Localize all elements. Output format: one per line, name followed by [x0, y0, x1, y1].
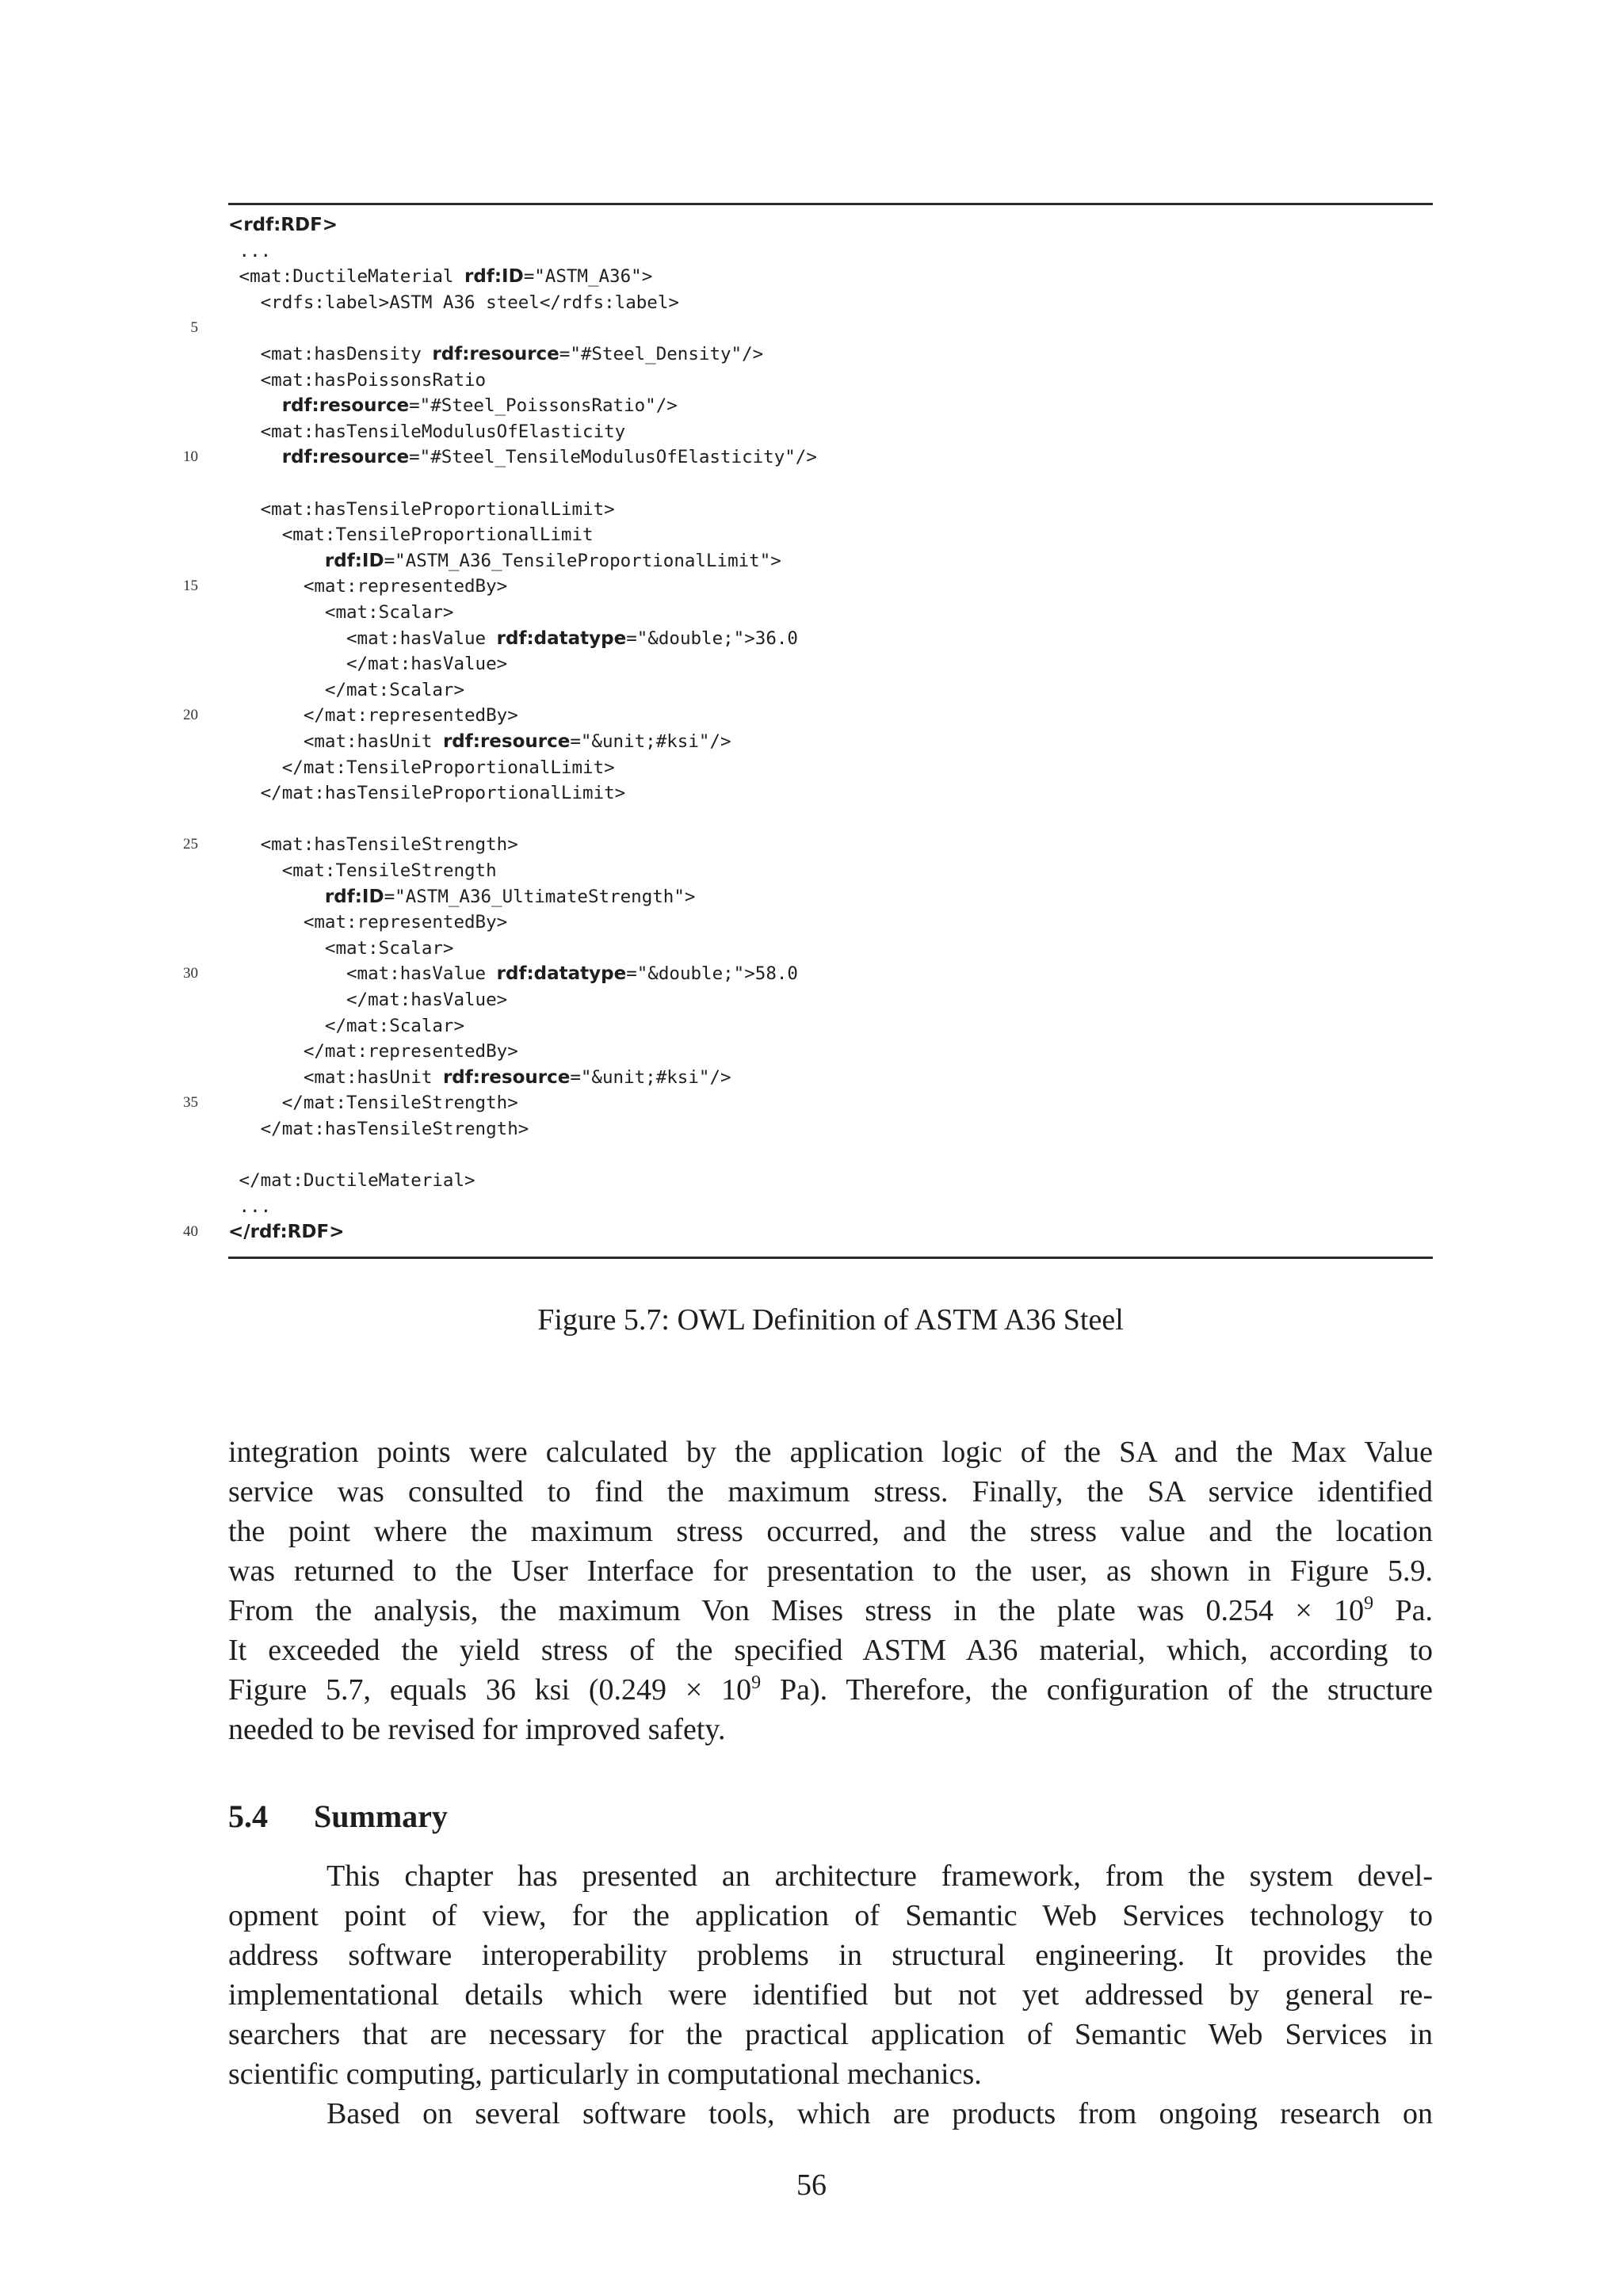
- code-text: [228, 264, 652, 289]
- code-segment: <mat:hasValue: [228, 963, 497, 985]
- code-line: [0, 471, 1623, 496]
- text-segment: the point where the maximum stress occurred, and the stress value and the location: [228, 1515, 1433, 1548]
- text-line: [228, 1432, 1433, 1472]
- text-segment: service was consulted to find the maximum stress. Finally, the SA service identified: [228, 1475, 1433, 1508]
- code-line: [0, 497, 1623, 522]
- code-line: [0, 987, 1623, 1013]
- code-segment: <mat:TensileStrength: [228, 860, 497, 881]
- code-root-tag: </rdf:RDF>: [228, 1222, 345, 1243]
- code-text: [228, 677, 464, 703]
- code-line: [0, 419, 1623, 444]
- code-keyword: rdf:ID: [324, 886, 384, 907]
- code-line: [0, 1116, 1623, 1142]
- code-line: [0, 238, 1623, 264]
- code-text: [228, 961, 798, 986]
- code-segment: </mat:TensileProportionalLimit>: [228, 757, 615, 778]
- text-segment: This chapter has presented an architecture framework, from the system devel-: [327, 1859, 1433, 1893]
- code-line: [0, 548, 1623, 574]
- code-text: [228, 1065, 731, 1090]
- body-paragraph-1: [228, 1432, 1433, 1749]
- code-segment: <mat:hasTensileStrength>: [228, 834, 518, 856]
- code-line: [0, 290, 1623, 315]
- text-segment: Figure 5.7, equals 36 ksi (0.249 × 10: [228, 1673, 752, 1707]
- code-text: [228, 522, 594, 547]
- text-line: [228, 1975, 1433, 2015]
- code-text: [228, 780, 625, 806]
- code-text: [228, 419, 625, 444]
- code-segment: [228, 551, 325, 571]
- code-segment: ="#Steel_Density"/>: [559, 344, 764, 364]
- code-segment: ="ASTM_A36_UltimateStrength">: [384, 886, 696, 907]
- text-segment: Based on several software tools, which are products from ongoing research on: [327, 2097, 1433, 2130]
- code-line: [0, 212, 1623, 238]
- text-line: [228, 2015, 1433, 2054]
- code-text: [228, 290, 679, 315]
- code-line: [0, 1194, 1623, 1219]
- code-keyword: rdf:resource: [432, 344, 559, 364]
- code-text: [228, 910, 507, 935]
- code-text: [228, 858, 497, 883]
- code-text: [228, 212, 338, 238]
- text-segment: was returned to the User Interface for presentation to the user, as shown in Figure 5.9.: [228, 1554, 1433, 1588]
- code-text: [228, 1168, 475, 1193]
- code-line: [0, 780, 1623, 806]
- code-text: [228, 755, 615, 780]
- code-keyword: rdf:resource: [281, 447, 410, 468]
- code-keyword: rdf:resource: [281, 395, 410, 417]
- code-text: [228, 393, 678, 418]
- code-text: [228, 600, 453, 625]
- code-line: [0, 1039, 1623, 1064]
- code-text: [228, 1013, 464, 1039]
- code-line: [0, 910, 1623, 935]
- code-segment: <mat:hasTensileProportionalLimit>: [228, 498, 615, 520]
- code-line: [0, 858, 1623, 883]
- line-number: 30: [183, 965, 198, 982]
- code-segment: <mat:Scalar>: [228, 937, 454, 959]
- code-segment: ="&double;">36.0: [626, 627, 798, 649]
- code-line: [0, 574, 1623, 599]
- code-segment: </mat:representedBy>: [228, 705, 518, 727]
- code-segment: </mat:hasTensileStrength>: [228, 1119, 529, 1139]
- code-text: [228, 368, 486, 393]
- code-text: [228, 884, 695, 910]
- code-text: [228, 703, 518, 728]
- code-segment: ...: [228, 240, 272, 261]
- section-number: 5.4: [228, 1798, 268, 1834]
- code-text: [228, 497, 615, 522]
- code-line: [0, 444, 1623, 470]
- listing-bottom-rule: [228, 1257, 1433, 1259]
- code-text: [228, 548, 781, 574]
- text-segment: address software interoperability problems in structural engineering. It provides the: [228, 1939, 1433, 1972]
- code-line: [0, 368, 1623, 393]
- code-segment: <rdfs:label>ASTM A36 steel</rdfs:label>: [228, 292, 679, 313]
- code-text: [228, 1219, 344, 1245]
- code-text: [228, 987, 507, 1013]
- code-segment: <mat:hasDensity: [228, 344, 433, 364]
- line-number: 20: [183, 707, 198, 724]
- code-segment: </mat:hasValue>: [228, 654, 508, 675]
- code-line: [0, 1013, 1623, 1039]
- code-text: [228, 341, 763, 367]
- code-segment: <mat:TensileProportionalLimit: [228, 524, 594, 546]
- code-line: [0, 393, 1623, 418]
- code-segment: </mat:Scalar>: [228, 1015, 465, 1036]
- text-segment: From the analysis, the maximum Von Mises stress in the plate was 0.254 × 10: [228, 1594, 1365, 1627]
- code-keyword: rdf:datatype: [496, 627, 627, 649]
- code-keyword: rdf:ID: [324, 550, 384, 571]
- code-line: [0, 626, 1623, 651]
- line-number: 35: [183, 1094, 198, 1112]
- code-segment: [228, 447, 282, 467]
- line-number: 5: [190, 319, 198, 337]
- code-text: [228, 238, 271, 264]
- text-line: [228, 1472, 1433, 1512]
- text-segment: needed to be revised for improved safety.: [228, 1713, 726, 1746]
- code-segment: ="&unit;#ksi"/>: [570, 731, 731, 752]
- code-segment: ="ASTM_A36">: [523, 266, 653, 288]
- code-segment: ="&double;">58.0: [626, 963, 798, 985]
- text-line: [228, 2054, 1433, 2094]
- code-segment: ...: [228, 1196, 272, 1217]
- code-segment: ="ASTM_A36_TensileProportionalLimit">: [384, 550, 781, 571]
- code-keyword: rdf:resource: [442, 731, 571, 752]
- text-line: [228, 1670, 1433, 1710]
- code-line: [0, 703, 1623, 728]
- code-line: [0, 1219, 1623, 1245]
- line-number: 10: [183, 448, 198, 466]
- text-line: [228, 1856, 1433, 1896]
- code-line: [0, 677, 1623, 703]
- text-segment: scientific computing, particularly in computational mechanics.: [228, 2058, 982, 2091]
- code-segment: </mat:DuctileMaterial>: [228, 1170, 475, 1192]
- code-line: [0, 1065, 1623, 1090]
- code-line: [0, 315, 1623, 341]
- code-text: [228, 832, 518, 857]
- code-text: [228, 1039, 518, 1064]
- text-line: [228, 2094, 1433, 2134]
- code-segment: ="#Steel_TensileModulusOfElasticity"/>: [409, 447, 817, 468]
- code-line: [0, 264, 1623, 289]
- text-segment: opment point of view, for the application of Semantic Web Services technology to: [228, 1899, 1433, 1932]
- code-line: [0, 729, 1623, 754]
- line-number: 40: [183, 1223, 198, 1241]
- text-line: [228, 1936, 1433, 1975]
- code-keyword: rdf:ID: [464, 266, 524, 288]
- code-root-tag: <rdf:RDF>: [228, 215, 338, 235]
- section-heading: [228, 1797, 448, 1836]
- code-text: [228, 626, 798, 651]
- text-line: [228, 1591, 1433, 1630]
- code-segment: ="&unit;#ksi"/>: [570, 1066, 731, 1088]
- code-line: [0, 755, 1623, 780]
- code-line: [0, 1142, 1623, 1168]
- superscript: 9: [1364, 1593, 1374, 1614]
- superscript: 9: [751, 1672, 762, 1693]
- code-keyword: rdf:datatype: [496, 963, 627, 985]
- code-segment: <mat:Scalar>: [228, 602, 454, 623]
- text-segment: implementational details which were identified but not yet addressed by general re-: [228, 1978, 1433, 2012]
- code-line: [0, 936, 1623, 961]
- text-line: [228, 1710, 1433, 1749]
- text-segment: integration points were calculated by the application logic of the SA and the Max Value: [228, 1436, 1433, 1469]
- code-line: [0, 1090, 1623, 1116]
- code-line: [0, 884, 1623, 910]
- code-segment: [228, 395, 282, 416]
- text-segment: Pa.: [1373, 1594, 1433, 1627]
- code-text: [228, 729, 731, 754]
- code-segment: </mat:hasTensileProportionalLimit>: [228, 783, 626, 804]
- code-segment: <mat:hasTensileModulusOfElasticity: [228, 421, 626, 442]
- code-line: [0, 522, 1623, 547]
- code-text: [228, 1194, 271, 1219]
- code-segment: </mat:Scalar>: [228, 679, 465, 700]
- code-text: [228, 651, 507, 677]
- code-text: [228, 1090, 518, 1116]
- code-keyword: rdf:resource: [442, 1066, 571, 1088]
- code-text: [228, 574, 507, 599]
- code-segment: <mat:DuctileMaterial: [228, 266, 465, 288]
- text-segment: Pa). Therefore, the configuration of the structure: [761, 1673, 1433, 1707]
- text-line: [228, 1512, 1433, 1551]
- code-line: [0, 961, 1623, 986]
- code-segment: <mat:hasPoissonsRatio: [228, 369, 487, 391]
- text-line: [228, 1551, 1433, 1591]
- line-number: 15: [183, 578, 198, 595]
- code-segment: <mat:hasUnit: [228, 731, 443, 752]
- code-line: [0, 651, 1623, 677]
- code-segment: <mat:hasUnit: [228, 1066, 443, 1088]
- page-number: 56: [796, 2168, 827, 2202]
- code-segment: <mat:hasValue: [228, 627, 497, 649]
- body-paragraph-2: [228, 1856, 1433, 2134]
- text-line: [228, 1896, 1433, 1936]
- figure-caption: Figure 5.7: OWL Definition of ASTM A36 Steel: [537, 1303, 1124, 1337]
- text-segment: searchers that are necessary for the practical application of Semantic Web Services in: [228, 2018, 1433, 2051]
- code-segment: </mat:representedBy>: [228, 1041, 518, 1062]
- code-line: [0, 807, 1623, 832]
- code-line: [0, 600, 1623, 625]
- text-segment: It exceeded the yield stress of the specified ASTM A36 material, which, according to: [228, 1634, 1433, 1667]
- code-text: [228, 1116, 529, 1142]
- code-segment: </mat:TensileStrength>: [228, 1093, 518, 1114]
- code-segment: <mat:representedBy>: [228, 912, 508, 933]
- code-segment: <mat:representedBy>: [228, 576, 508, 597]
- code-line: [0, 341, 1623, 367]
- line-number: 25: [183, 836, 198, 853]
- code-text: [228, 936, 453, 961]
- code-segment: </mat:hasValue>: [228, 990, 508, 1010]
- code-text: [228, 444, 817, 470]
- code-line: [0, 1168, 1623, 1193]
- code-line: [0, 832, 1623, 857]
- section-title: Summary: [314, 1798, 448, 1834]
- code-segment: [228, 887, 325, 907]
- text-line: [228, 1630, 1433, 1670]
- code-segment: ="#Steel_PoissonsRatio"/>: [409, 395, 678, 417]
